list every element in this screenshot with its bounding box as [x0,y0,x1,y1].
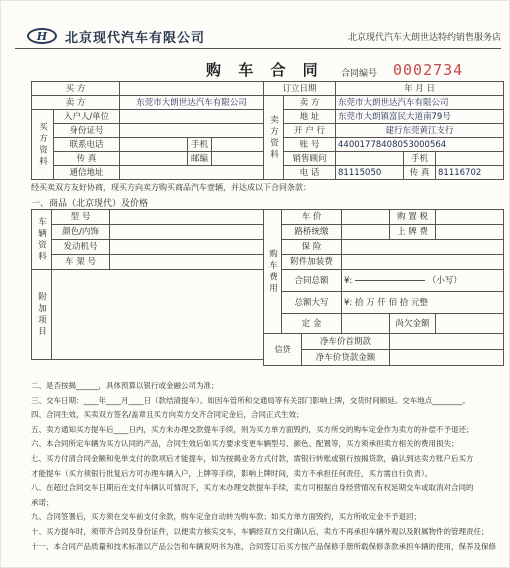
extra-items-side-label: 附加项目 [32,270,52,360]
sales-advisor-value[interactable] [336,152,404,166]
contract-number-label: 合同编号 [341,69,378,79]
buyer-mobile-label: 手机 [188,138,212,152]
seller-phone-value: 81115050 [336,166,404,180]
car-price-label: 车 价 [282,210,342,225]
vehicle-row-value[interactable] [110,240,264,255]
term-item: 三、交车日期：____年____月____日（款结清提车）。如因车管所和交通局等有关部门影响上牌，交货时间顺延。交车地点________。 [31,395,470,405]
vehicle-row-label: 发动机号 [52,240,110,255]
buyer-mobile-value[interactable] [212,138,264,152]
extra-items-area[interactable] [52,270,264,360]
credit-loan-label: 净车价贷款金额 [302,350,390,366]
insurance-value[interactable] [342,240,504,255]
currency-symbol: ¥: [344,275,353,286]
term-item: 十、买方提车时，须带齐合同及身份证件，以便卖方核实交车，车辆经双方交付确认后，卖方不再承担车辆外观以及附属物件的管理责任； [31,526,489,536]
seller-fax-value: 81116702 [436,166,504,180]
term-item: 五、卖方通知买方提车后____日内，买方未办理交款提车手续，则为买方单方面毁约，买方所交的购车定金作为卖方的补偿不予退还； [31,424,474,434]
road-fee-value[interactable] [342,225,390,240]
seller-mobile-label: 手机 [404,152,436,166]
vehicle-table [31,209,264,360]
page-title: 购 车 合 同 [206,61,324,79]
hyundai-logo-icon: H [27,28,57,44]
term-item: 承诺； [31,497,54,507]
dealer-name: 北京现代汽车大朗世达特约销售服务店 [347,33,501,43]
plate-fee-value[interactable] [436,225,504,240]
total-lower-underline [355,280,425,281]
contract-number: 0002734 [393,61,464,79]
seller-row-label: 账 号 [284,138,336,152]
purchase-tax-label: 购 置 税 [390,210,436,225]
buyer-value[interactable] [120,82,264,96]
vehicle-row-value[interactable] [110,210,264,225]
seller-row-value: 44001778408053000564 [336,138,504,152]
fees-side-label: 购车费用 [264,210,282,334]
term-item: 六、本合同所定车辆为买方认同的产品，合同生效后如买方要求变更车辆型号、颜色、配置等，买方须承担卖方相关的费用损失； [31,439,459,449]
seller-row-label: 地 址 [284,110,336,124]
total-upper-label: 总额大写 [282,292,342,314]
intro-text: 经买卖双方友好协商，现买方向卖方购买商品汽车壹辆，并达成以下合同条款： [31,183,311,192]
buyer-row-value[interactable] [120,124,264,138]
car-price-value[interactable] [342,210,390,225]
seller-row-value: 建行东莞黄江支行 [336,124,504,138]
buyer-table [31,81,264,180]
buyer-row-value[interactable] [120,152,188,166]
buyer-row-label: 联系电话 [54,138,120,152]
vehicle-row-value[interactable] [110,255,264,270]
seller-row-label: 电 话 [284,166,336,180]
header-rule [15,48,501,49]
seller-table [263,81,504,180]
buyer-row-label: 通信地址 [54,166,120,180]
buyer-postcode-value[interactable] [212,152,264,166]
total-lower-label: 合同总额 [282,270,342,292]
term-item: 才能提车（买方须银行批复后方可办理车辆入户，上牌等手续，影响上牌时间，卖方不承担任何责任，买方需自行负责）。 [31,468,433,478]
term-item: 七、买方付清合同金额和免单支付的款项后才能提车，如为按揭业务方式付款，需银行转账或银行按揭贷款，确认到达卖方账户后买方 [31,453,474,463]
total-lower-value[interactable] [342,270,504,292]
credit-first-value[interactable] [390,334,504,350]
accessory-fee-value[interactable] [342,255,504,270]
lower-note: （小写） [427,275,462,286]
buyer-row-value[interactable] [120,110,264,124]
buyer-label: 买 方 [32,82,120,96]
seller-label: 卖 方 [32,96,120,110]
buyer-info-side-label: 买方资料 [32,110,54,180]
buyer-row-label: 传 真 [54,152,120,166]
buyer-row-value[interactable] [120,138,188,152]
seller-fax-label: 传 真 [404,166,436,180]
term-item: 二、是否按揭______，具体预算以银行或金融公司为准； [31,381,219,390]
order-date-label: 订立日期 [264,82,336,96]
credit-label: 信贷 [264,334,302,366]
vehicle-row-label: 型 号 [52,210,110,225]
balance-value[interactable] [436,314,504,334]
buyer-row-label: 入户人/单位 [54,110,120,124]
section-1-title: 一、商品（北京现代）及价格 [31,199,149,209]
seller-row-label: 开 户 行 [284,124,336,138]
buyer-postcode-label: 邮编 [188,152,212,166]
plate-fee-label: 上 牌 费 [390,225,436,240]
credit-first-label: 净车价首期款 [302,334,390,350]
insurance-label: 保 险 [282,240,342,255]
purchase-tax-value[interactable] [436,210,504,225]
total-upper-value[interactable]: ¥: 拾 万 仟 佰 拾 元整 [342,292,504,314]
buyer-row-label: 身份证号 [54,124,120,138]
credit-loan-value[interactable] [390,350,504,366]
deposit-label: 定 金 [282,314,342,334]
header [15,23,501,47]
seller-row-label: 卖 方 [284,96,336,110]
order-date-value[interactable]: 年 月 日 [336,82,504,96]
buyer-row-value[interactable] [120,166,264,180]
vehicle-side-label: 车辆资料 [32,210,52,270]
seller-mobile-value[interactable] [436,152,504,166]
fees-table [263,209,504,366]
term-item: 八、在超过合同交车日期后在支付车辆认可情况下，买方未办理交款提车手续，卖方可根据自身经营情况有权延期交车或取消对合同的 [31,483,474,493]
vehicle-row-value[interactable] [110,225,264,240]
seller-info-side-label: 卖方资料 [264,96,284,180]
term-item: 十一、本合同产品质量和技术标准以产品公告和车辆说明书为准，合同签订后买方按产品保修手册所载保修条款承担车辆的使用，保养及保修 [31,541,496,551]
vehicle-row-label: 车 架 号 [52,255,110,270]
seller-value: 东莞市大朗世达汽车有限公司 [120,96,264,110]
balance-label: 尚欠金额 [390,314,436,334]
contract-terms [31,379,503,554]
term-item: 四、合同生效，买卖双方签名/盖章且买方向卖方交齐合同定金后，合同正式生效； [31,410,304,420]
seller-row-value: 东莞市大朗镇富民大道南79号 [336,110,504,124]
road-fee-label: 路桥统缴 [282,225,342,240]
company-name: 北京现代汽车有限公司 [65,31,206,46]
vehicle-row-label: 颜色/内饰 [52,225,110,240]
accessory-fee-label: 附件加装费 [282,255,342,270]
term-item: 九、合同签署后，买方须在交车前支付余款，购车定金自动转为购车款；如买方单方面毁约，买方所收定金不予退回； [31,512,421,522]
seller-row-label: 销售顾问 [284,152,336,166]
seller-row-value: 东莞市大朗世达汽车有限公司 [336,96,504,110]
deposit-value[interactable] [342,314,390,334]
